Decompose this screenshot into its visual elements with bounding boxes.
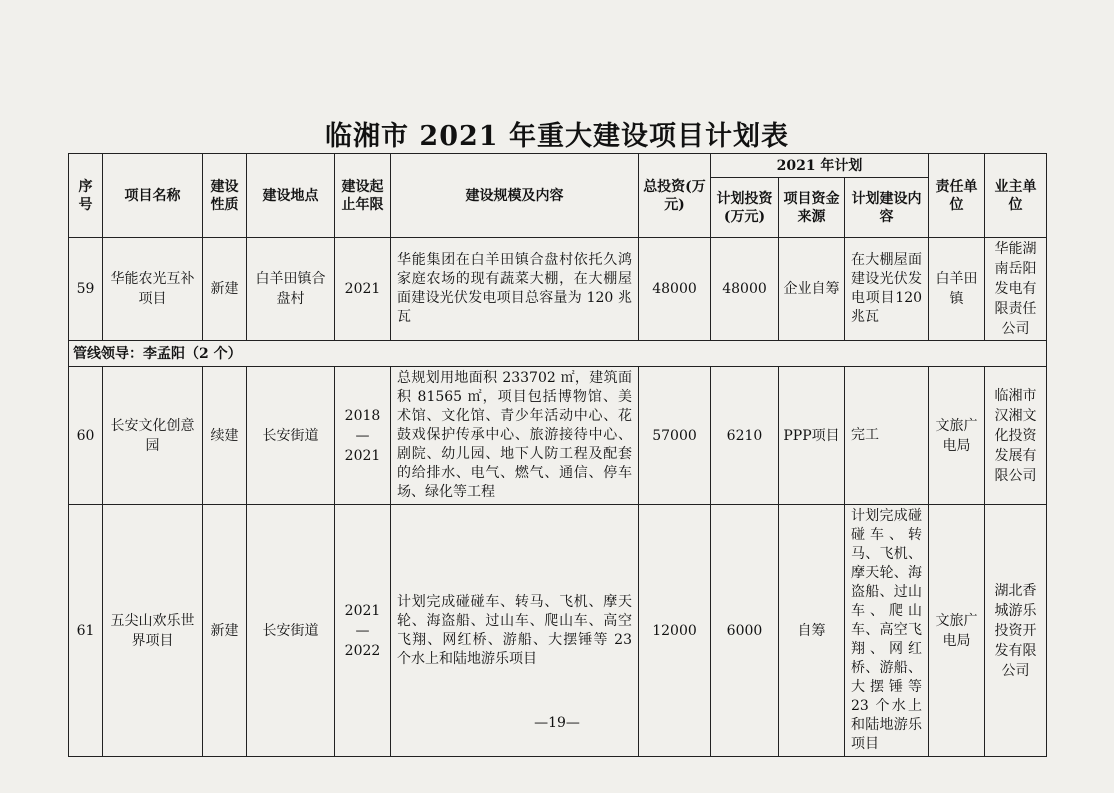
- cell-location: 长安街道: [247, 505, 335, 757]
- cell-owner: 湖北香城游乐投资开发有限公司: [985, 505, 1047, 757]
- cell-nature: 新建: [203, 505, 247, 757]
- cell-fund-source: 自筹: [779, 505, 845, 757]
- cell-period: 2021: [335, 238, 391, 341]
- cell-total: 57000: [639, 367, 711, 505]
- header-plan-content: 计划建设内容: [845, 178, 929, 238]
- cell-plan-content: 完工: [845, 367, 929, 505]
- cell-fund-source: 企业自筹: [779, 238, 845, 341]
- header-seq: 序号: [69, 154, 103, 238]
- cell-location: 白羊田镇合盘村: [247, 238, 335, 341]
- header-plan-invest: 计划投资(万元): [711, 178, 779, 238]
- cell-fund-source: PPP项目: [779, 367, 845, 505]
- cell-resp-unit: 文旅广电局: [929, 505, 985, 757]
- cell-scale: 华能集团在白羊田镇合盘村依托久鸿家庭农场的现有蔬菜大棚，在大棚屋面建设光伏发电项目总容量为 120 兆瓦: [391, 238, 639, 341]
- cell-seq: 59: [69, 238, 103, 341]
- group-leader-row: 管线领导：李孟阳（2 个）: [69, 341, 1047, 367]
- cell-owner: 临湘市汉湘文化投资发展有限公司: [985, 367, 1047, 505]
- header-location: 建设地点: [247, 154, 335, 238]
- cell-total: 12000: [639, 505, 711, 757]
- cell-total: 48000: [639, 238, 711, 341]
- cell-nature: 续建: [203, 367, 247, 505]
- page-number: —19—: [534, 715, 580, 731]
- table-row: [69, 238, 1047, 341]
- header-total: 总投资(万元): [639, 154, 711, 238]
- cell-name: 五尖山欢乐世界项目: [103, 505, 203, 757]
- cell-resp-unit: 白羊田镇: [929, 238, 985, 341]
- header-plan-2021: 2021 年计划: [711, 154, 929, 178]
- cell-period: 2021—2022: [335, 505, 391, 757]
- header-owner: 业主单位: [985, 154, 1047, 238]
- cell-plan-invest: 6210: [711, 367, 779, 505]
- header-name: 项目名称: [103, 154, 203, 238]
- header-scale: 建设规模及内容: [391, 154, 639, 238]
- cell-period: 2018—2021: [335, 367, 391, 505]
- header-fund-source: 项目资金来源: [779, 178, 845, 238]
- cell-owner: 华能湖南岳阳发电有限责任公司: [985, 238, 1047, 341]
- cell-plan-content: 在大棚屋面建设光伏发电项目120兆瓦: [845, 238, 929, 341]
- table-row: [69, 367, 1047, 505]
- cell-resp-unit: 文旅广电局: [929, 367, 985, 505]
- cell-plan-invest: 48000: [711, 238, 779, 341]
- project-plan-table: [68, 153, 1047, 757]
- header-period: 建设起止年限: [335, 154, 391, 238]
- cell-nature: 新建: [203, 238, 247, 341]
- header-resp-unit: 责任单位: [929, 154, 985, 238]
- cell-scale: 总规划用地面积 233702 ㎡，建筑面积 81565 ㎡，项目包括博物馆、美术馆、文化馆、青少年活动中心、花鼓戏保护传承中心、旅游接待中心、剧院、幼儿园、地下人防工程及配套的给排水、电气、燃气、通信、停车场、绿化等工程: [391, 367, 639, 505]
- header-nature: 建设性质: [203, 154, 247, 238]
- cell-location: 长安街道: [247, 367, 335, 505]
- cell-plan-content: 计划完成碰碰车、转马、飞机、摩天轮、海盗船、过山车、爬山车、高空飞翔、网红桥、游船、大摆锤等 23 个水上和陆地游乐项目: [845, 505, 929, 757]
- cell-scale: 计划完成碰碰车、转马、飞机、摩天轮、海盗船、过山车、爬山车、高空飞翔、网红桥、游船、大摆锤等 23 个水上和陆地游乐项目: [391, 505, 639, 757]
- cell-name: 长安文化创意园: [103, 367, 203, 505]
- cell-seq: 60: [69, 367, 103, 505]
- cell-seq: 61: [69, 505, 103, 757]
- cell-plan-invest: 6000: [711, 505, 779, 757]
- cell-name: 华能农光互补项目: [103, 238, 203, 341]
- page-title: 临湘市 2021 年重大建设项目计划表: [325, 121, 789, 152]
